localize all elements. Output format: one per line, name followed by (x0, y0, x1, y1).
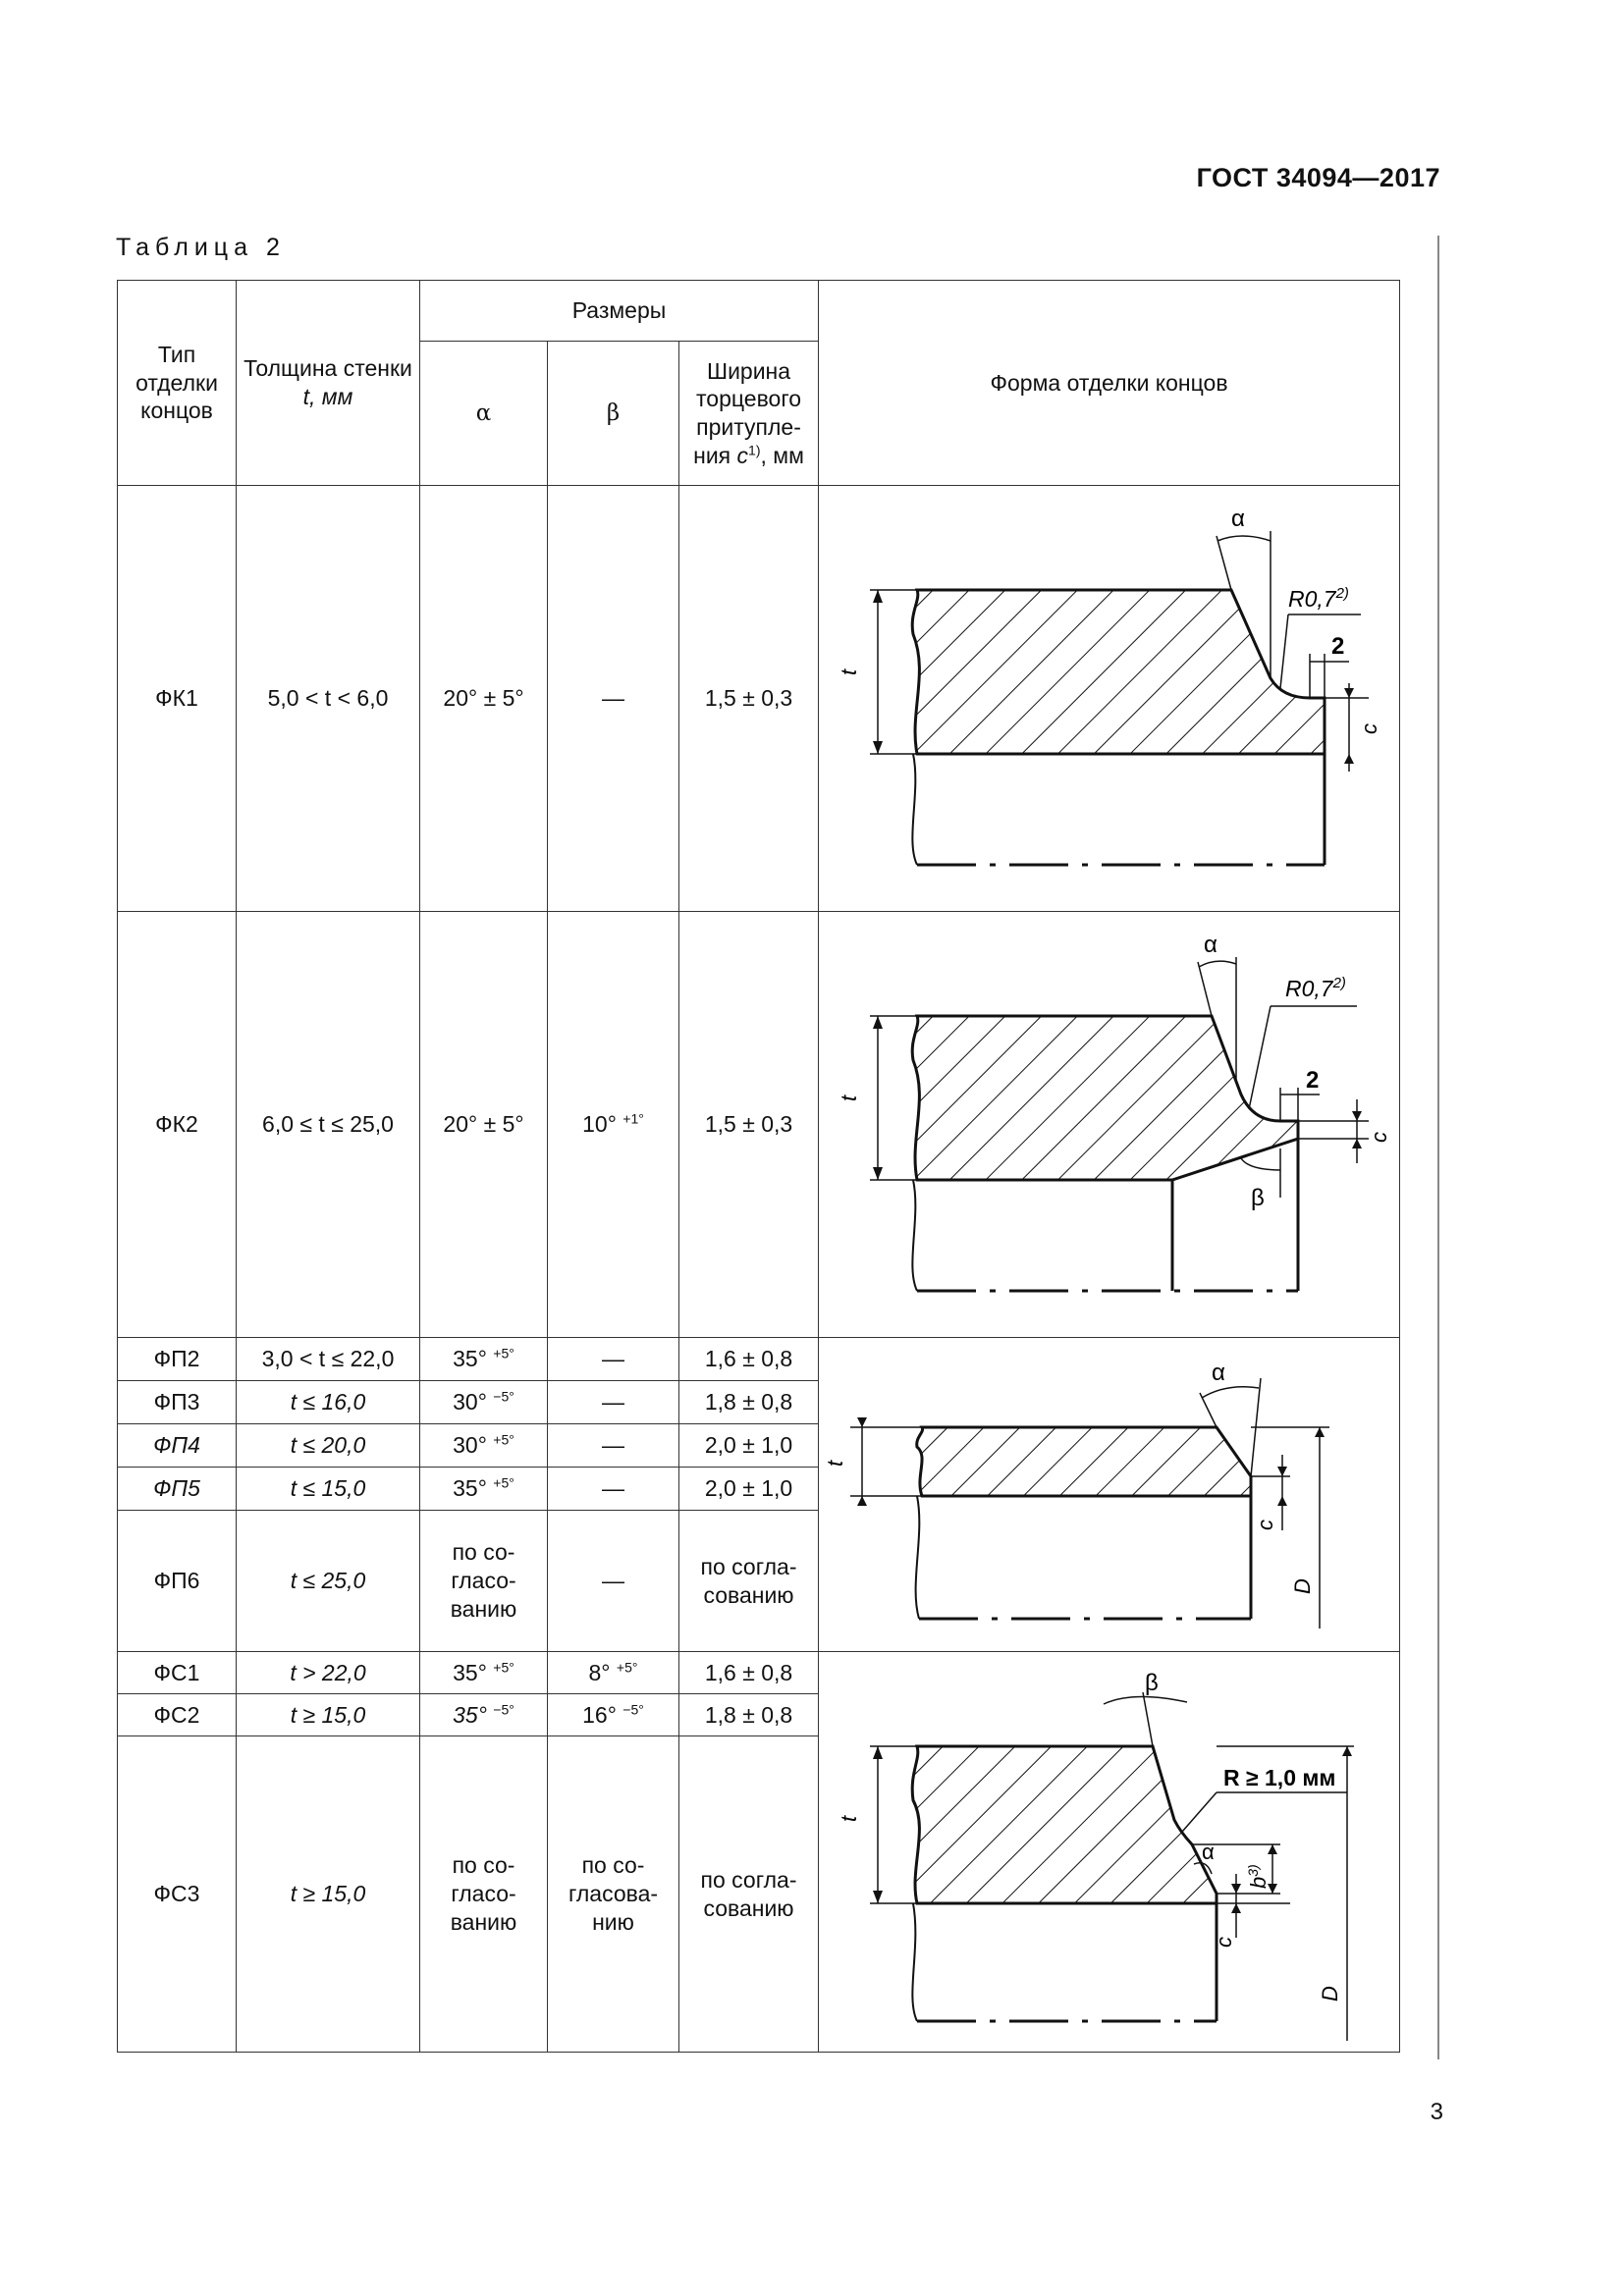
table-row (118, 912, 1400, 1338)
fk2-t-label: t (837, 1095, 862, 1101)
fp-pipe-wall (916, 1496, 920, 1619)
fk2-dim-2: 2 (1306, 1066, 1320, 1094)
document-id: ГОСТ 34094—2017 (1196, 163, 1440, 192)
row-type: ФП5 (118, 1468, 237, 1511)
row-width: 1,5 ± 0,3 (679, 912, 819, 1338)
row-type: ФС3 (118, 1736, 237, 2053)
row-thickness: 5,0 < t < 6,0 (237, 486, 420, 912)
row-thickness: 6,0 ≤ t ≤ 25,0 (237, 912, 420, 1338)
row-width: по согла-сованию (679, 1511, 819, 1652)
row-alpha: по со-гласо-ванию (420, 1511, 548, 1652)
row-width: 2,0 ± 1,0 (679, 1424, 819, 1468)
row-alpha: по со-гласо-ванию (420, 1736, 548, 2053)
row-type: ФП4 (118, 1424, 237, 1468)
fs-radius-label: R ≥ 1,0 мм (1223, 1764, 1336, 1790)
row-thickness: t ≤ 20,0 (237, 1424, 420, 1468)
row-alpha: 30° $^{+5^\circ}$ (420, 1424, 548, 1468)
row-width: 1,6 ± 0,8 (679, 1652, 819, 1694)
fs-alpha-label: α (1202, 1839, 1215, 1864)
row-type: ФС1 (118, 1652, 237, 1694)
row-type: ФК2 (118, 912, 237, 1338)
row-alpha: 30° $^{-5^\circ}$ (420, 1381, 548, 1424)
row-beta: по со-гласова-нию (548, 1736, 679, 2053)
fs-b-label: $b^{3)}$ (1245, 1863, 1271, 1889)
row-type: ФК1 (118, 486, 237, 912)
row-beta: 10° $^{+1^\circ}$ (548, 912, 679, 1338)
row-alpha: 35° $^{+5^\circ}$ (420, 1338, 548, 1381)
figure-fs (819, 1652, 1400, 2053)
row-thickness: t ≥ 15,0 (237, 1736, 420, 2053)
row-thickness: t ≤ 25,0 (237, 1511, 420, 1652)
fk2-radius-label: R0,7$^{2)}$ (1285, 974, 1346, 1001)
row-type: ФП6 (118, 1511, 237, 1652)
row-beta: 8° $^{+5^\circ}$ (548, 1652, 679, 1694)
header-beta: β (548, 342, 679, 486)
row-thickness: t ≥ 15,0 (237, 1694, 420, 1736)
page-number: 3 (1430, 2099, 1443, 2125)
margin-rule (1437, 236, 1439, 2059)
fp-t-label: t (823, 1460, 848, 1467)
table-row (118, 486, 1400, 912)
row-alpha: 20° ± 5° (420, 912, 548, 1338)
fk1-pipe-wall (912, 754, 917, 865)
row-beta: — (548, 1338, 679, 1381)
row-thickness: t ≤ 16,0 (237, 1381, 420, 1424)
row-alpha: 35° $^{+5^\circ}$ (420, 1468, 548, 1511)
row-width: 1,8 ± 0,8 (679, 1381, 819, 1424)
fs-t-label: t (837, 1815, 862, 1822)
header-sizes: Размеры (420, 281, 819, 342)
row-width: по согла-сованию (679, 1736, 819, 2053)
fp-pipe-section (917, 1427, 1251, 1496)
header-type: Тип отделки концов (118, 281, 237, 486)
fk2-pipe-wall (912, 1180, 917, 1291)
fk1-c-label: c (1357, 722, 1382, 734)
row-beta: — (548, 1511, 679, 1652)
fs-pipe-section (912, 1746, 1217, 1903)
row-alpha: 35° $^{-5^\circ}$ (420, 1694, 548, 1736)
row-thickness: t > 22,0 (237, 1652, 420, 1694)
table-row (118, 1652, 1400, 1694)
fs-c-label: c (1212, 1936, 1237, 1948)
header-width: Ширина торцевого притупле-ния $c^{1)}$, мм (679, 342, 819, 486)
row-type: ФС2 (118, 1694, 237, 1736)
fk1-alpha-label: α (1231, 505, 1245, 532)
fk2-c-label: c (1367, 1131, 1392, 1143)
row-thickness: 3,0 < t ≤ 22,0 (237, 1338, 420, 1381)
fs-d-label: D (1318, 1985, 1343, 2002)
row-width: 1,6 ± 0,8 (679, 1338, 819, 1381)
row-alpha: 35° $^{+5^\circ}$ (420, 1652, 548, 1694)
fs-beta-label: β (1145, 1669, 1159, 1696)
fk1-pipe-section (912, 590, 1325, 754)
fp-d-label: D (1290, 1577, 1316, 1594)
table-row (118, 1338, 1400, 1381)
row-type: ФП2 (118, 1338, 237, 1381)
row-alpha: 20° ± 5° (420, 486, 548, 912)
fk2-alpha-label: α (1204, 931, 1217, 958)
specification-table (117, 280, 1400, 2053)
fp-c-label: c (1253, 1519, 1278, 1530)
fk1-dim-2: 2 (1331, 632, 1345, 660)
fp-alpha-label: α (1212, 1359, 1225, 1386)
row-beta: — (548, 1381, 679, 1424)
figure-fk1 (819, 486, 1400, 912)
fk1-radius-label: R0,7$^{2)}$ (1288, 584, 1349, 612)
header-alpha: α (420, 342, 548, 486)
header-thickness: Толщина стенки t, мм (237, 281, 420, 486)
row-thickness: t ≤ 15,0 (237, 1468, 420, 1511)
row-beta: — (548, 486, 679, 912)
table-caption: Таблица 2 (116, 234, 286, 261)
header-form: Форма отделки концов (819, 281, 1400, 486)
figure-fp (819, 1338, 1400, 1652)
fk1-t-label: t (837, 668, 862, 675)
row-type: ФП3 (118, 1381, 237, 1424)
fk2-beta-label: β (1251, 1184, 1265, 1211)
row-beta: — (548, 1468, 679, 1511)
row-width: 1,8 ± 0,8 (679, 1694, 819, 1736)
fk2-pipe-section (912, 1016, 1298, 1180)
fs-pipe-wall (912, 1903, 917, 2021)
row-width: 2,0 ± 1,0 (679, 1468, 819, 1511)
row-beta: — (548, 1424, 679, 1468)
figure-fk2 (819, 912, 1400, 1338)
row-beta: 16° $^{-5^\circ}$ (548, 1694, 679, 1736)
row-width: 1,5 ± 0,3 (679, 486, 819, 912)
